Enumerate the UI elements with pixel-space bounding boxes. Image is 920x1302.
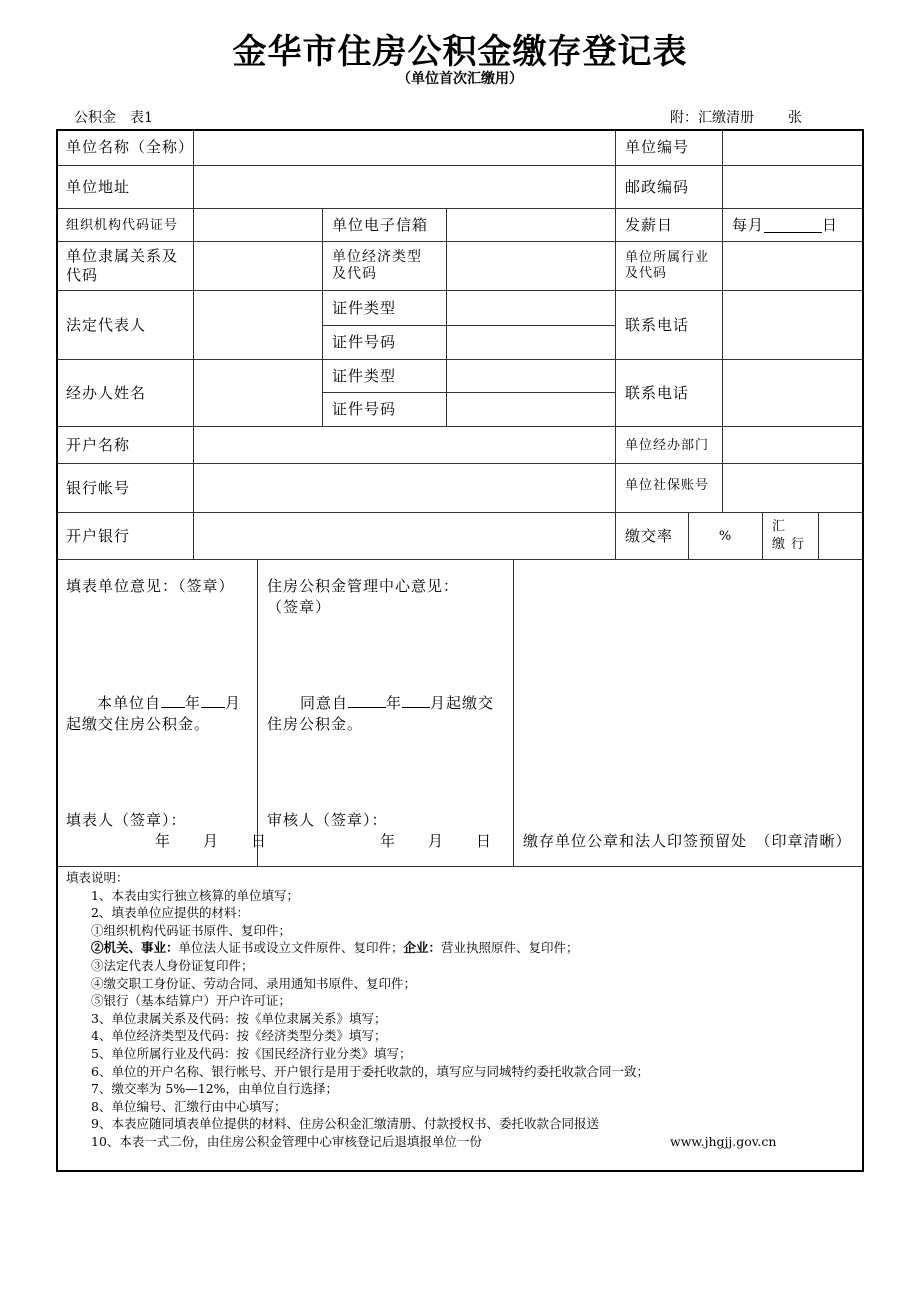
note-2b-bold-2: 企业： (403, 940, 442, 956)
label-unit-number: 单位编号 (616, 130, 723, 166)
note-7: 7、缴交率为 5%—12%，由单位自行选择； (91, 1081, 339, 1097)
form-code: 公积金 表1 (74, 110, 153, 126)
instructions-title: 填表说明： (66, 870, 129, 885)
pay-day-prefix: 每月 (732, 215, 765, 234)
input-unit-number[interactable] (723, 130, 862, 166)
note-2b-text-1: 单位法人证书或设立文件原件、复印件； (178, 940, 404, 956)
center-opinion-body: 住房公积金。 (267, 715, 364, 733)
label-legal-rep-phone: 联系电话 (616, 291, 723, 360)
note-9: 9、本表应随同填表单位提供的材料、住房公积金汇缴清册、付款授权书、委托收款合同报送 (91, 1116, 599, 1132)
center-date-label: 年 月 日 (380, 832, 493, 850)
pay-day-suffix: 日 (822, 215, 839, 234)
center-opinion-title: 住房公积金管理中心意见： (267, 577, 460, 595)
unit-start-year: 年 (185, 694, 202, 712)
label-handling-dept: 单位经办部门 (616, 427, 723, 464)
rate-unit: % (718, 528, 733, 544)
note-1: 1、本表由实行独立核算的单位填写； (91, 887, 299, 903)
note-2e: ⑤银行（基本结算户）开户许可证； (91, 993, 292, 1009)
note-10-text: 10、本表一式二份，由住房公积金管理中心审核登记后退填报单位一份 (91, 1133, 482, 1149)
center-start-year: 年 (386, 694, 403, 712)
input-social-security-no[interactable] (723, 464, 862, 513)
input-unit-address[interactable] (194, 166, 616, 209)
label-postal-code: 邮政编码 (616, 166, 723, 209)
label-handler-phone: 联系电话 (616, 360, 723, 427)
center-opinion-start (300, 693, 494, 713)
input-handler-id-type[interactable] (447, 360, 616, 393)
label-pay-day: 发薪日 (616, 209, 723, 242)
unit-date-label: 年 月 日 (155, 832, 268, 850)
unit-opinion-box[interactable] (57, 560, 268, 867)
note-2a: ①组织机构代码证书原件、复印件； (91, 922, 292, 938)
form-title: 金华市住房公积金缴存登记表 (232, 32, 688, 72)
input-handler-name[interactable] (194, 360, 323, 427)
input-legal-rep-id-type[interactable] (447, 291, 616, 326)
label-handler-id-type: 证件类型 (323, 360, 447, 393)
label-account-name: 开户名称 (57, 427, 194, 464)
label-remit-bank: 汇 缴行 (763, 513, 819, 560)
label-affiliation: 单位隶属关系及代码 (57, 242, 194, 291)
label-unit-address: 单位地址 (57, 166, 194, 209)
seal-label: 缴存单位公章和法人印签预留处 （印章清晰） (523, 832, 852, 850)
input-postal-code[interactable] (723, 166, 862, 209)
label-unit-email: 单位电子信箱 (323, 209, 447, 242)
input-org-code[interactable] (194, 209, 323, 242)
attachment-unit: 张 (788, 110, 802, 126)
note-2b-text-2: 营业执照原件、复印件； (441, 940, 579, 956)
unit-start-text: 本单位自 (97, 694, 162, 712)
attachment-label (670, 107, 802, 127)
unit-opinion-start (97, 693, 241, 713)
input-unit-email[interactable] (447, 209, 616, 242)
instructions (66, 869, 777, 1151)
label-legal-rep-id-type: 证件类型 (323, 291, 447, 326)
input-account-name[interactable] (194, 427, 616, 464)
input-bank-account[interactable] (194, 464, 616, 513)
unit-opinion-title: 填表单位意见：（签章） (66, 577, 235, 595)
form-subtitle: （单位首次汇缴用） (397, 71, 523, 87)
note-8: 8、单位编号、汇缴行由中心填写； (91, 1098, 287, 1114)
label-org-code: 组织机构代码证号 (57, 209, 194, 242)
label-unit-name: 单位名称（全称） (57, 130, 194, 166)
center-opinion-title-seal: （签章） (267, 598, 332, 616)
note-2d: ④缴交职工身份证、劳动合同、录用通知书原件、复印件； (91, 975, 417, 991)
note-5: 5、单位所属行业及代码：按《国民经济行业分类》填写； (91, 1045, 412, 1061)
note-2c: ③法定代表人身份证复印件； (91, 957, 254, 973)
input-bank[interactable] (194, 513, 616, 560)
note-2b (66, 939, 649, 957)
center-start-text: 同意自 (300, 694, 349, 712)
center-start-month: 月起缴交 (430, 694, 495, 712)
label-economic-type: 单位经济类型及代码 (323, 242, 447, 291)
center-signer-label: 审核人（签章）： (267, 811, 388, 829)
label-rate: 缴交率 (616, 513, 689, 560)
input-handler-id-number[interactable] (447, 393, 616, 427)
unit-signer-label: 填表人（签章）： (66, 811, 187, 829)
note-10 (66, 1133, 777, 1151)
label-legal-rep: 法定代表人 (57, 291, 194, 360)
note-2b-bold-1: ②机关、事业： (91, 940, 179, 956)
input-rate[interactable] (689, 513, 763, 560)
unit-start-month: 月 (225, 694, 242, 712)
label-industry: 单位所属行业及代码 (616, 242, 723, 291)
label-handler-id-number: 证件号码 (323, 393, 447, 427)
note-4: 4、单位经济类型及代码：按《经济类型分类》填写； (91, 1028, 387, 1044)
input-legal-rep-id-number[interactable] (447, 326, 616, 360)
input-economic-type[interactable] (447, 242, 616, 291)
label-handler-name: 经办人姓名 (57, 360, 194, 427)
input-pay-day[interactable] (723, 209, 862, 242)
seal-area[interactable] (514, 560, 862, 867)
label-bank-account: 银行帐号 (57, 464, 194, 513)
note-3: 3、单位隶属关系及代码：按《单位隶属关系》填写； (91, 1010, 387, 1026)
website-link[interactable]: www.jhgjj.gov.cn (670, 1133, 777, 1149)
input-handler-phone[interactable] (723, 360, 862, 427)
input-legal-rep[interactable] (194, 291, 323, 360)
label-social-security-no: 单位社保账号 (616, 464, 723, 513)
label-legal-rep-id-number: 证件号码 (323, 326, 447, 360)
attachment-prefix: 附：汇缴清册 (670, 110, 754, 126)
unit-opinion-body: 起缴交住房公积金。 (66, 715, 211, 733)
note-6: 6、单位的开户名称、银行帐号、开户银行是用于委托收款的，填写应与同城特约委托收款合同一致； (91, 1063, 649, 1079)
input-remit-bank[interactable] (819, 513, 862, 560)
center-opinion-box[interactable] (258, 560, 514, 867)
note-2: 2、填表单位应提供的材料： (91, 905, 249, 921)
label-bank: 开户银行 (57, 513, 194, 560)
input-unit-name[interactable] (194, 130, 616, 166)
input-legal-rep-phone[interactable] (723, 291, 862, 360)
input-industry[interactable] (723, 242, 862, 291)
input-handling-dept[interactable] (723, 427, 862, 464)
input-affiliation[interactable] (194, 242, 323, 291)
